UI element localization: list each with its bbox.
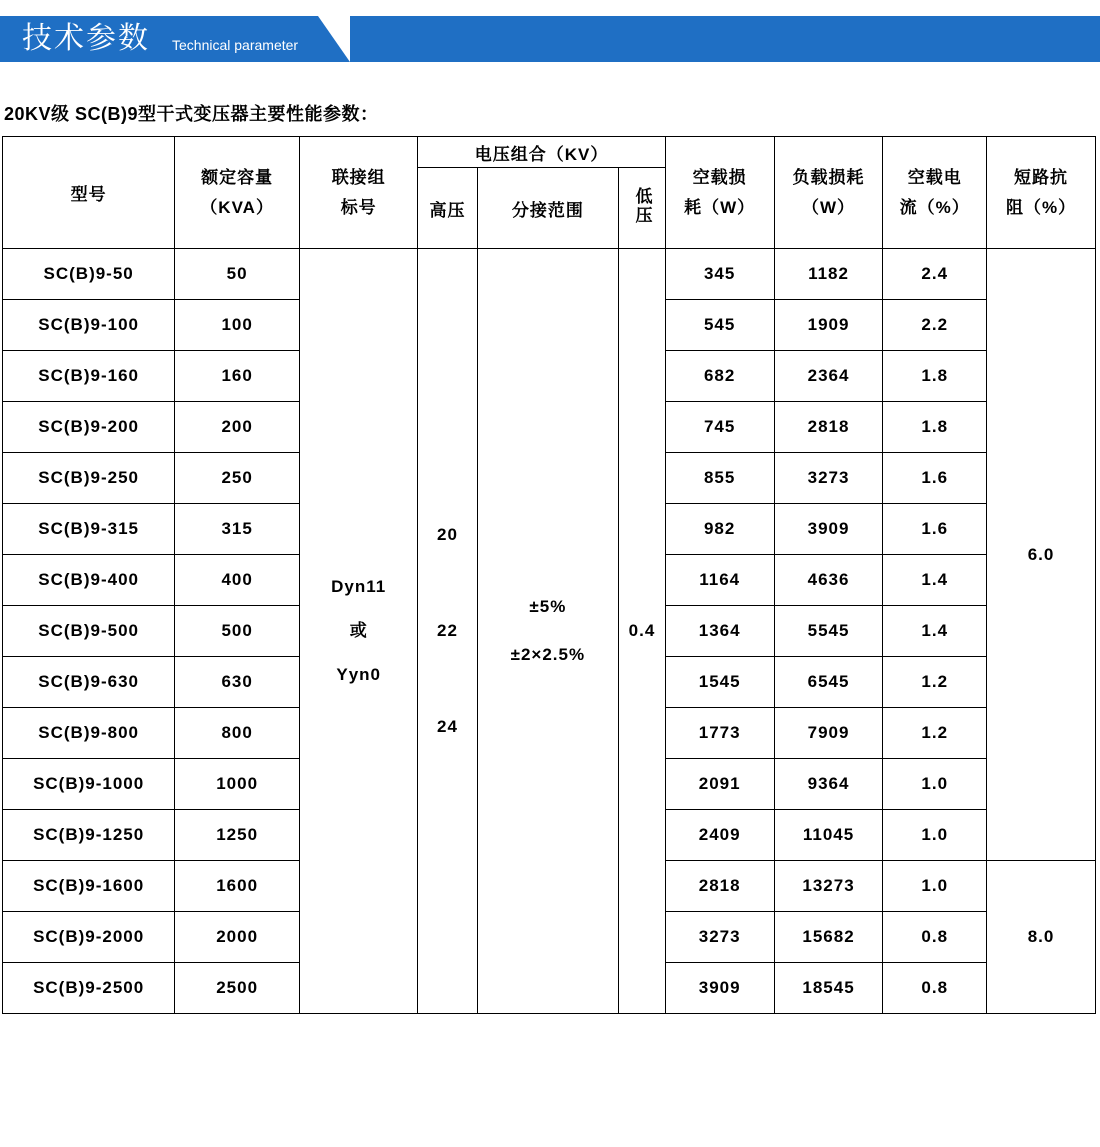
cell-impedance-group-2: 8.0	[987, 861, 1096, 1014]
banner-title-chinese: 技术参数	[22, 22, 150, 55]
header-no-load-current-line1: 空载电	[907, 167, 962, 187]
table-header-row-1	[3, 137, 1096, 168]
header-impedance-line2: 阻（%）	[1005, 197, 1077, 217]
header-hv: 高压	[418, 168, 477, 249]
cell-load-loss: 7909	[774, 708, 883, 759]
cell-no-load-current: 1.4	[883, 555, 987, 606]
cell-capacity: 50	[175, 249, 300, 300]
cell-capacity: 250	[175, 453, 300, 504]
header-lv-text: 低压	[632, 186, 652, 225]
header-load-loss-line2: （W）	[802, 197, 856, 217]
cell-capacity: 1000	[175, 759, 300, 810]
cell-capacity: 1600	[175, 861, 300, 912]
cell-capacity: 2000	[175, 912, 300, 963]
cell-capacity: 500	[175, 606, 300, 657]
cell-load-loss: 1909	[774, 300, 883, 351]
cell-no-load-current: 1.0	[883, 810, 987, 861]
transformer-spec-table	[2, 136, 1096, 1014]
cell-load-loss: 5545	[774, 606, 883, 657]
cell-load-loss: 6545	[774, 657, 883, 708]
cell-no-load-loss: 2091	[665, 759, 774, 810]
cell-load-loss: 15682	[774, 912, 883, 963]
cell-model: SC(B)9-400	[3, 555, 175, 606]
cell-no-load-loss: 2818	[665, 861, 774, 912]
banner-diagonal-notch	[318, 16, 350, 62]
cell-no-load-current: 0.8	[883, 912, 987, 963]
header-voltage-combination: 电压组合（KV）	[418, 137, 665, 168]
cell-no-load-current: 1.6	[883, 504, 987, 555]
header-impedance-line1: 短路抗	[1014, 167, 1069, 187]
cell-load-loss: 13273	[774, 861, 883, 912]
cell-no-load-loss: 3909	[665, 963, 774, 1014]
header-impedance	[987, 137, 1096, 249]
cell-load-loss: 4636	[774, 555, 883, 606]
cell-no-load-current: 1.8	[883, 351, 987, 402]
header-no-load-current-line2: 流（%）	[899, 197, 970, 217]
cell-model: SC(B)9-160	[3, 351, 175, 402]
cell-capacity: 1250	[175, 810, 300, 861]
cell-capacity: 2500	[175, 963, 300, 1014]
cell-no-load-current: 1.8	[883, 402, 987, 453]
cell-no-load-loss: 982	[665, 504, 774, 555]
header-no-load-loss	[665, 137, 774, 249]
cell-model: SC(B)9-250	[3, 453, 175, 504]
header-load-loss	[774, 137, 883, 249]
table-caption: 20KV级 SC(B)9型干式变压器主要性能参数：	[4, 104, 379, 124]
header-rated-capacity-line1: 额定容量	[201, 167, 274, 187]
cell-load-loss: 1182	[774, 249, 883, 300]
hv-value-20: 20	[437, 525, 458, 544]
cell-model: SC(B)9-630	[3, 657, 175, 708]
cell-no-load-current: 1.6	[883, 453, 987, 504]
page-header-banner	[0, 0, 1100, 78]
cell-no-load-loss: 682	[665, 351, 774, 402]
cell-model: SC(B)9-100	[3, 300, 175, 351]
cell-connection-group	[300, 249, 418, 1014]
header-connection-symbol	[300, 137, 418, 249]
cell-capacity: 200	[175, 402, 300, 453]
cell-no-load-current: 2.4	[883, 249, 987, 300]
cell-model: SC(B)9-1000	[3, 759, 175, 810]
cell-load-loss: 9364	[774, 759, 883, 810]
cell-no-load-loss: 545	[665, 300, 774, 351]
cell-no-load-loss: 2409	[665, 810, 774, 861]
cell-no-load-loss: 1164	[665, 555, 774, 606]
cell-load-loss: 3273	[774, 453, 883, 504]
cell-model: SC(B)9-50	[3, 249, 175, 300]
header-rated-capacity-line2: （KVA）	[200, 197, 274, 217]
header-tap-range: 分接范围	[477, 168, 619, 249]
cell-no-load-current: 1.2	[883, 657, 987, 708]
cell-no-load-current: 0.8	[883, 963, 987, 1014]
cell-capacity: 400	[175, 555, 300, 606]
cell-no-load-loss: 1773	[665, 708, 774, 759]
cell-no-load-loss: 3273	[665, 912, 774, 963]
cell-model: SC(B)9-200	[3, 402, 175, 453]
cell-impedance-group-1: 6.0	[987, 249, 1096, 861]
cell-load-loss: 2818	[774, 402, 883, 453]
cell-load-loss: 11045	[774, 810, 883, 861]
connection-line-2: 或	[349, 621, 368, 640]
cell-model: SC(B)9-2000	[3, 912, 175, 963]
cell-lv-group: 0.4	[619, 249, 666, 1014]
cell-load-loss: 2364	[774, 351, 883, 402]
cell-no-load-current: 1.4	[883, 606, 987, 657]
cell-tap-range-group	[477, 249, 619, 1014]
cell-no-load-current: 1.0	[883, 861, 987, 912]
table-row	[3, 249, 1096, 300]
cell-hv-group	[418, 249, 477, 1014]
hv-value-22: 22	[437, 621, 458, 640]
cell-capacity: 100	[175, 300, 300, 351]
header-connection-line1: 联接组	[331, 167, 386, 187]
cell-no-load-current: 1.2	[883, 708, 987, 759]
cell-no-load-current: 1.0	[883, 759, 987, 810]
cell-capacity: 630	[175, 657, 300, 708]
cell-load-loss: 18545	[774, 963, 883, 1014]
cell-model: SC(B)9-800	[3, 708, 175, 759]
cell-no-load-loss: 745	[665, 402, 774, 453]
header-no-load-loss-line2: 耗（W）	[684, 197, 756, 217]
cell-model: SC(B)9-1600	[3, 861, 175, 912]
banner-title-english: Technical parameter	[172, 37, 299, 53]
cell-capacity: 315	[175, 504, 300, 555]
tap-range-line-2: ±2×2.5%	[510, 645, 586, 664]
hv-value-24: 24	[437, 717, 458, 736]
tap-range-line-1: ±5%	[529, 597, 567, 616]
header-rated-capacity	[175, 137, 300, 249]
header-no-load-current	[883, 137, 987, 249]
connection-line-1: Dyn11	[331, 577, 387, 596]
header-load-loss-line1: 负载损耗	[792, 167, 865, 187]
cell-no-load-loss: 1545	[665, 657, 774, 708]
cell-capacity: 160	[175, 351, 300, 402]
cell-no-load-loss: 855	[665, 453, 774, 504]
header-no-load-loss-line1: 空载损	[692, 167, 747, 187]
connection-line-3: Yyn0	[336, 665, 381, 684]
header-model: 型号	[3, 137, 175, 249]
cell-capacity: 800	[175, 708, 300, 759]
header-connection-line2: 标号	[340, 197, 377, 217]
header-lv	[619, 168, 666, 249]
cell-no-load-loss: 345	[665, 249, 774, 300]
cell-model: SC(B)9-315	[3, 504, 175, 555]
cell-no-load-loss: 1364	[665, 606, 774, 657]
cell-load-loss: 3909	[774, 504, 883, 555]
cell-model: SC(B)9-1250	[3, 810, 175, 861]
cell-model: SC(B)9-2500	[3, 963, 175, 1014]
cell-no-load-current: 2.2	[883, 300, 987, 351]
cell-model: SC(B)9-500	[3, 606, 175, 657]
